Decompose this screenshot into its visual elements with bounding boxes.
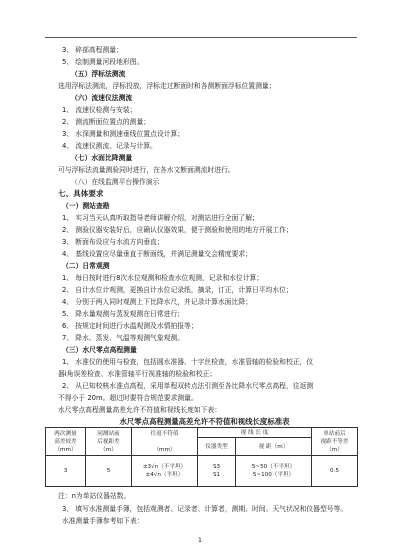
text-line: 水准测量手簿参考如下表： xyxy=(62,517,144,525)
section-heading: （五）浮标法测流 xyxy=(71,70,126,78)
document-body xyxy=(58,44,364,428)
header-cell-sight-diff: 同测站前 后视距差 （m） xyxy=(86,428,132,456)
text-line: 2、 测验仪器安装好后，应确认仪器效果，便于测验和使用的地方开展工作； xyxy=(62,226,293,234)
text-line: 2、 测流断面位置点的测量； xyxy=(62,118,151,126)
text-line: 水尺零点高程测量高差允许不符值和视线长度如下表： xyxy=(58,406,222,414)
header-cell-roundtrip: 往返不符值 （mm） xyxy=(132,428,198,456)
header-rule xyxy=(45,37,357,38)
text-line: 2、 自计水位计观测，更换自计水位记录纸，摘录，订正，计算日平均水位； xyxy=(62,286,293,294)
text-line: 2、 从已知校核水准点高程，采用单程双转点法引测至各比降水尺零点高程，往返测 xyxy=(62,382,314,390)
text-line: 3、 断面布设应与水流方向垂直； xyxy=(62,238,164,246)
text-line: 7、 降水、蒸发、气温等观测气象观测。 xyxy=(62,334,185,342)
text-line: 3、 填写水准测量手簿，包括观测者、记录者、计算者，测期、时间、天气状况和仪器型号等。 xyxy=(62,505,348,513)
text-line: 4、 流速仪测流、记录与计算。 xyxy=(62,142,157,150)
section-heading: （八）在线监测平台操作演示 xyxy=(71,178,160,186)
table-note: 注：n为单站仪器站数。 xyxy=(58,492,131,500)
text-line: 5、 降水量观测与蒸发观测在日常进行； xyxy=(62,310,185,318)
text-line: 可与浮标法流量测验同时进行，在各水文断面测流时进行。 xyxy=(58,166,235,174)
table-cell: S3 S1 xyxy=(198,456,236,487)
table-cell: 5 xyxy=(86,456,132,487)
text-line: 1、 实习当天认真听取指导老师讲解介绍，对测站进行全面了解； xyxy=(62,214,259,222)
header-cell-sight-distance: 视 距（m） xyxy=(236,438,312,456)
section-heading: （一）测站查勘 xyxy=(62,202,110,210)
table-cell: 5~50（不平坦） 5~100（平坦） xyxy=(236,456,312,487)
text-line: 3、 碎部高程测量； xyxy=(62,46,123,54)
header-cell-sight-length: 视 线 长 度 xyxy=(198,428,312,438)
table-cell: ±3√n（不平坦） ±4√n（平坦） xyxy=(132,456,198,487)
text-line: 不得小于 20m。超过时要符合规范要求测量。 xyxy=(58,394,198,402)
section-heading: （三）水尺零点高程测量 xyxy=(62,346,137,354)
text-line: 5、 绘制测量河段地形图。 xyxy=(62,58,144,66)
text-line: 4、 基线设置应尽量垂直于断面线，并满足测量交会精度要求； xyxy=(62,250,252,258)
elevation-standard-table xyxy=(45,427,358,487)
header-cell-instrument-type: 仪器类型 xyxy=(198,438,236,456)
text-line: 器i角误差检查、水准管轴平行视准轴的检验和校正； xyxy=(58,370,217,378)
section-heading: 七、具体要求 xyxy=(58,189,104,198)
text-line: 1、 每日按时进行8次水位观测和检查水位观测，记录和水位计算； xyxy=(62,274,264,282)
text-line: 1、 水准仪的使用与检查，包括圆水准器、十字丝检查，水准管轴的检验和校正，仪 xyxy=(62,358,314,366)
section-heading: （二）日常观测 xyxy=(62,262,110,270)
table-row xyxy=(46,456,358,487)
page-number: 1 xyxy=(197,536,203,544)
section-heading: （六）流速仪法测流 xyxy=(71,94,133,102)
section-heading: （七）水面比降测量 xyxy=(71,154,133,162)
text-line: 6、 按规定时间进行水温观测及水情拍报等； xyxy=(62,322,198,330)
header-cell-station-unequal: 单站前后 视距不等差 （m） xyxy=(312,428,358,456)
table-cell: 3 xyxy=(46,456,86,487)
text-line: 4、 分别于两人同时观测上下比降水尺，并记录计算水面比降； xyxy=(62,298,252,306)
header-cell-height-diff: 两次测量 高差较差 （mm） xyxy=(46,428,86,456)
table-title: 水尺零点高程测量高差允许不符值和视线长度标准表 xyxy=(119,417,290,426)
text-line: 1、 流速仪检测与安装； xyxy=(62,106,137,114)
text-line: 3、 水深测量和测速垂线位置点设计算； xyxy=(62,130,185,138)
table-cell: 0.5 xyxy=(312,456,358,487)
text-line: 选用浮标法测流，浮标投放，浮标走过断面时和各测断面浮标位置测量； xyxy=(58,82,276,90)
